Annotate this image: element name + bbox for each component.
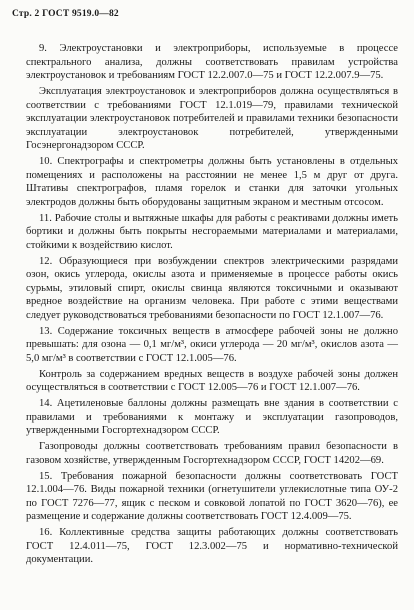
paragraph: 14. Ацетиленовые баллоны должны размещать вне здания в соответствии с правилами и требованиями к монтажу и эксплуатации газопроводов, утвержденными Госгортехнадзором СССР.	[26, 398, 398, 437]
paragraph: 10. Спектрографы и спектрометры должны быть установлены в отдельных помещениях и расположены на расстоянии не менее 1,5 м друг от друга. Штативы спектрографов, пламя горелок и станки для заточки угольных электродов должны быть оборудованы защитным экраном и местным отсосом.	[26, 156, 398, 208]
paragraph: 11. Рабочие столы и вытяжные шкафы для работы с реактивами должны иметь бортики и должны быть покрыты несгораемыми материалами и материалами, стойкими к воздействию кислот.	[26, 212, 398, 251]
paragraph: 9. Электроустановки и электроприборы, используемые в процессе спектрального анализа, должны соответствовать правилам устройства электроустановок и требованиям ГОСТ 12.2.007.0—75 и ГОСТ 12.2.007.9—75.	[26, 43, 398, 82]
document-body	[26, 42, 398, 569]
paragraph: Газопроводы должны соответствовать требованиям правил безопасности в газовом хозяйстве, утвержденным Госгортехнадзором СССР, ГОСТ 14202—69.	[26, 441, 398, 466]
paragraph: 15. Требования пожарной безопасности должны соответствовать ГОСТ 12.1.004—76. Виды пожарной техники (огнетушители углекислотные типа ОУ-2 по ГОСТ 7276—77, ящик с песком и совковой лопатой по ГОСТ 3620—76), ее размещение и содержание должны соответствовать ГОСТ 12.4.009—75.	[26, 470, 398, 523]
paragraph: Контроль за содержанием вредных веществ в воздухе рабочей зоны должен осуществляться в соответствии с ГОСТ 12.005—76 и ГОСТ 12.1.007—76.	[26, 368, 398, 394]
paragraph: 16. Коллективные средства защиты работающих должны соответствовать ГОСТ 12.4.011—75, ГОСТ 12.3.002—75 и нормативно-технической документации.	[26, 527, 398, 566]
paragraph: Эксплуатация электроустановок и электроприборов должна осуществляться в соответствии с требованиями ГОСТ 12.1.019—79, правилами технической эксплуатации электроустановок потребителей и правилами техники безопасности эксплуатации электроустановок потребителей, утвержденными Госэнергонадзором СССР.	[26, 85, 398, 152]
paragraph: 12. Образующиеся при возбуждении спектров электрическими разрядами озон, окись углерода, окислы азота и применяемые в процессе работы окись сурьмы, этиловый спирт, окислы свинца являются токсичными и оказывают вредное воздействие на организм человека. При работе с этими веществами следует руководствоваться требованиями безопасности по ГОСТ 12.1.007—76.	[26, 255, 398, 322]
page-header: Стр. 2 ГОСТ 9519.0—82	[12, 9, 119, 19]
paragraph: 13. Содержание токсичных веществ в атмосфере рабочей зоны не должно превышать: для озона — 0,1 мг/м³, окиси углерода — 20 мг/м³, окислов азота — 5,0 мг/м³ в соответствии с ГОСТ 12.1.005—76.	[26, 325, 398, 364]
